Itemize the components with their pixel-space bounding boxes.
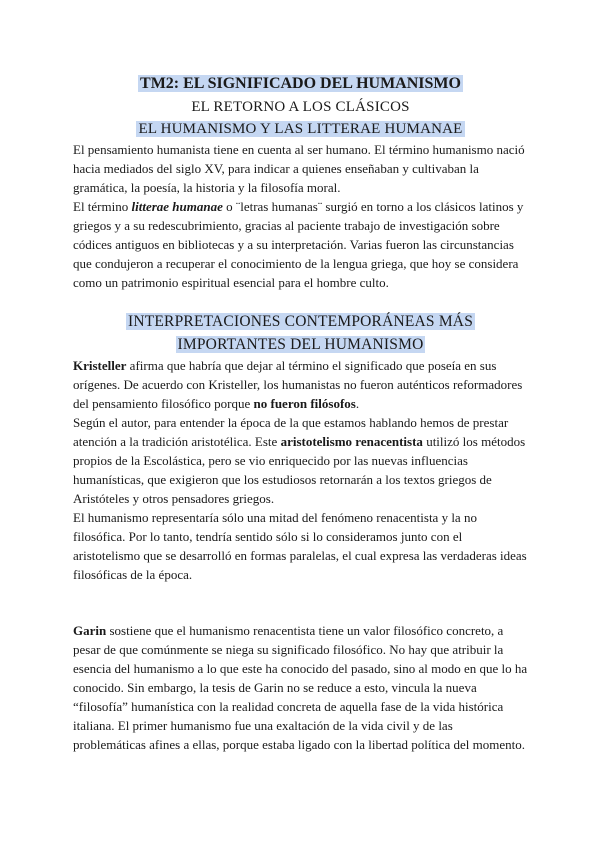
aristotelismo-renacentista: aristotelismo renacentista: [280, 434, 423, 449]
title-block: [73, 72, 528, 96]
section-heading-1: EL HUMANISMO Y LAS LITTERAE HUMANAE: [138, 121, 463, 137]
intro-paragraph-2: [73, 197, 528, 292]
subtitle: EL RETORNO A LOS CLÁSICOS: [191, 99, 410, 115]
kristeller-p2-before: Según el autor, para entender la época de la que estamos hablando hemos de prestar atención a la tradición aristotélica. Este: [73, 415, 509, 449]
page-title: TM2: EL SIGNIFICADO DEL HUMANISMO: [140, 75, 461, 92]
garin-text: sostiene que el humanismo renacentista tiene un valor filosófico concreto, a pesar de que comúnmente se niega su significado filosófico. No hay que atribuir la esencia del humanismo a lo que este ha conocido del pasado, sino al modo en que lo ha conocido. Sin embargo, la tesis de Garin no se reduce a esto, vincula la nueva “filosofía” humanística con la realidad concreta de aquella fase de la vida histórica italiana. El primer humanismo fue una exaltación de la vida civil y de las problemáticas afines a ellas, porque estaba ligado con la libertad política del momento.: [73, 623, 528, 752]
section-heading-2-line-1: INTERPRETACIONES CONTEMPORÁNEAS MÁS: [127, 313, 474, 330]
intro-paragraph-1: El pensamiento humanista tiene en cuenta al ser humano. El término humanismo nació hacia mediados del siglo XV, para indicar a quienes enseñaban y cultivaban la gramática, la poesía, la historia y la filosofía moral.: [73, 142, 525, 195]
kristeller-name: Kristeller: [73, 358, 127, 373]
kristeller-paragraph-1: [73, 356, 528, 413]
spacer: [73, 603, 528, 621]
section-heading-1-block: [73, 118, 528, 140]
kristeller-p1-bold: no fueron filósofos: [253, 396, 356, 411]
kristeller-paragraph-2: [73, 413, 528, 508]
intro-p2-before: El término: [73, 199, 132, 214]
kristeller-p2-after: utilizó los métodos propios de la Escolástica, pero se vio enriquecido por las nuevas influencias humanísticas, que exigieron que los estudiosos retornarán a los textos griegos de Aristóteles y otros pensadores griegos.: [73, 434, 526, 506]
section-heading-2-line-2-block: [73, 333, 528, 356]
litterae-humanae-term: litterae humanae: [131, 199, 223, 214]
section-heading-2-line-2: IMPORTANTES DEL HUMANISMO: [177, 336, 424, 353]
spacer: [73, 292, 528, 310]
kristeller-p1-text: afirma que habría que dejar al término el significado que poseía en sus orígenes. De acuerdo con Kristeller, los humanistas no fueron auténticos reformadores del pensamiento filosófico porque: [73, 358, 523, 411]
kristeller-paragraph-3: El humanismo representaría sólo una mitad del fenómeno renacentista y la no filosófica. Por lo tanto, tendría sentido sólo si lo consideramos junto con el aristotelismo que se desarrolló en formas paralelas, el cual expresa las verdaderas ideas filosóficas de la época.: [73, 510, 527, 582]
intro-p2-after: o ¨letras humanas¨ surgió en torno a los clásicos latinos y griegos y a su redescubrimiento, gracias al paciente trabajo de investigación sobre códices antiguos en bibliotecas y a su interpretación. Varias fueron las circunstancias que condujeron a recuperar el conocimiento de la lengua griega, que hoy se considera como un patrimonio espiritual esencial para el hombre culto.: [73, 199, 524, 290]
kristeller-p1-end: .: [355, 396, 360, 411]
garin-name: Garin: [73, 623, 107, 638]
spacer: [73, 584, 528, 603]
section-heading-2-line-1-block: [73, 310, 528, 333]
garin-paragraph: [73, 621, 528, 754]
